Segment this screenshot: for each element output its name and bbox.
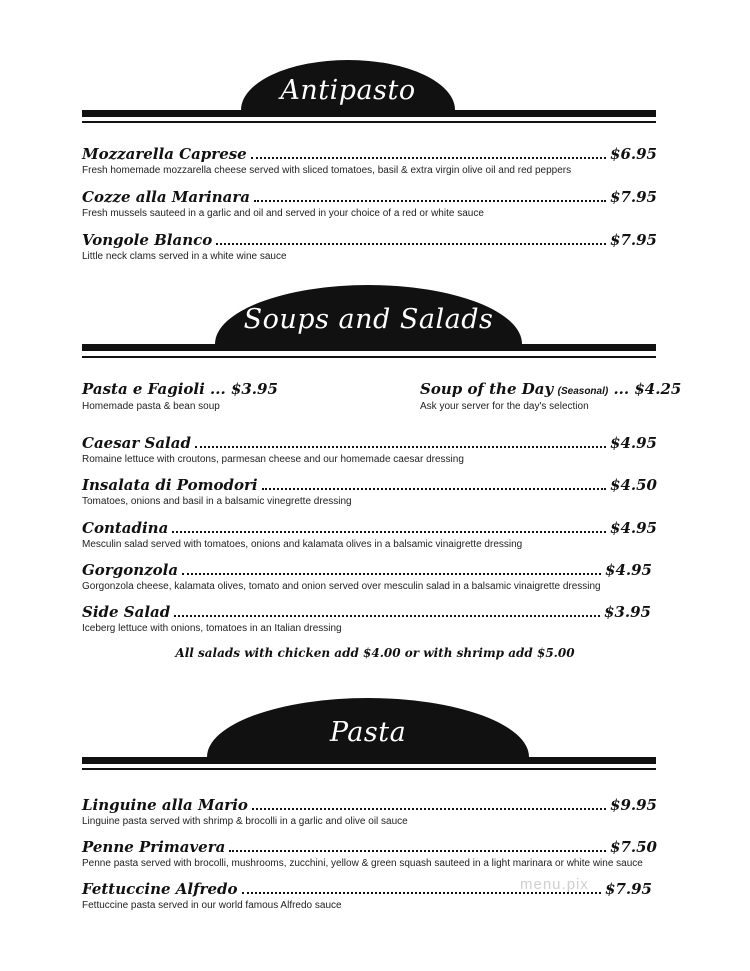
item-price: $7.50 [610, 838, 657, 856]
item-description: Fettuccine pasta served in our world famous Alfredo sauce [82, 900, 342, 911]
item-name: Soup of the Day [420, 380, 554, 398]
item-separator: ... [204, 380, 231, 398]
item-name: Fettuccine Alfredo [82, 880, 238, 898]
antipasto-title: Antipasto [280, 74, 416, 106]
menu-item [82, 145, 657, 176]
item-price: $9.95 [610, 796, 657, 814]
item-description: Ask your server for the day's selection [420, 401, 589, 412]
menu-item [82, 188, 657, 219]
item-name: Caesar Salad [82, 434, 191, 452]
dot-leader [251, 153, 606, 159]
dot-leader [262, 484, 606, 490]
item-description: Homemade pasta & bean soup [82, 401, 220, 412]
item-price: $4.25 [634, 380, 682, 398]
menu-item [82, 519, 657, 550]
item-price: $7.95 [610, 188, 657, 206]
soups-arch [215, 285, 522, 344]
item-description: Fresh mussels sauteed in a garlic and oil and served in your choice of a red or white sauce [82, 208, 484, 219]
soups-rule-thick [82, 344, 656, 351]
item-price: $7.95 [605, 880, 652, 898]
antipasto-rule-thick [82, 110, 656, 117]
item-description: Little neck clams served in a white wine sauce [82, 251, 287, 262]
item-separator: ... [608, 380, 635, 398]
dot-leader [195, 442, 606, 448]
item-price: $4.50 [610, 476, 657, 494]
dot-leader [172, 527, 606, 533]
antipasto-arch [241, 60, 455, 110]
seasonal-tag: (Seasonal) [557, 386, 609, 397]
item-description: Fresh homemade mozzarella cheese served with sliced tomatoes, basil & extra virgin olive oil and red peppers [82, 165, 572, 176]
item-description: Gorgonzola cheese, kalamata olives, tomato and onion served over mesculin salad in a balsamic vinaigrette dressing [82, 581, 601, 592]
item-description: Romaine lettuce with croutons, parmesan cheese and our homemade caesar dressing [82, 454, 464, 465]
item-name: Gorgonzola [82, 561, 179, 579]
item-name: Contadina [82, 519, 169, 537]
dot-leader [216, 239, 606, 245]
item-price: $7.95 [610, 231, 657, 249]
item-price: $4.95 [610, 434, 657, 452]
menu-item [82, 603, 651, 634]
dot-leader [174, 611, 600, 617]
item-description: Tomatoes, onions and basil in a balsamic vinegrette dressing [82, 496, 352, 507]
pasta-arch [207, 698, 529, 757]
watermark-text: menu.pix [520, 876, 589, 893]
dot-leader [254, 196, 606, 202]
soups-rule-thin [82, 356, 656, 358]
item-description: Iceberg lettuce with onions, tomatoes in an Italian dressing [82, 623, 342, 634]
menu-item [82, 838, 657, 869]
item-name: Insalata di Pomodori [82, 476, 258, 494]
item-name: Linguine alla Mario [82, 796, 248, 814]
menu-item [82, 231, 657, 262]
item-price: $4.95 [610, 519, 657, 537]
item-name: Cozze alla Marinara [82, 188, 250, 206]
item-name: Side Salad [82, 603, 171, 621]
soups-title: Soups and Salads [243, 304, 494, 335]
item-name: Mozzarella Caprese [82, 145, 247, 163]
dot-leader [182, 569, 601, 575]
item-price: $4.95 [605, 561, 652, 579]
item-price: $6.95 [610, 145, 657, 163]
item-name: Vongole Blanco [82, 231, 213, 249]
pasta-fagioli-item [82, 380, 278, 412]
dot-leader [229, 846, 606, 852]
item-description: Linguine pasta served with shrimp & brocolli in a garlic and olive oil sauce [82, 816, 408, 827]
item-description: Penne pasta served with brocolli, mushrooms, zucchini, yellow & green squash sauteed in a light marinara or white wine sauce [82, 858, 643, 869]
menu-item [82, 796, 657, 827]
item-description: Mesculin salad served with tomatoes, onions and kalamata olives in a balsamic vinaigrette dressing [82, 539, 523, 550]
item-name: Penne Primavera [82, 838, 226, 856]
soup-of-day-item [420, 380, 681, 412]
item-price: $3.95 [604, 603, 651, 621]
menu-item [82, 561, 652, 592]
pasta-title: Pasta [329, 717, 407, 748]
item-price: $3.95 [230, 380, 278, 398]
item-name: Pasta e Fagioli [82, 380, 205, 398]
pasta-rule-thin [82, 768, 656, 770]
pasta-rule-thick [82, 757, 656, 764]
menu-item [82, 476, 657, 507]
salad-addon-note: All salads with chicken add $4.00 or with shrimp add $5.00 [175, 646, 575, 660]
antipasto-rule-thin [82, 121, 656, 123]
dot-leader [252, 804, 606, 810]
menu-item [82, 434, 657, 465]
